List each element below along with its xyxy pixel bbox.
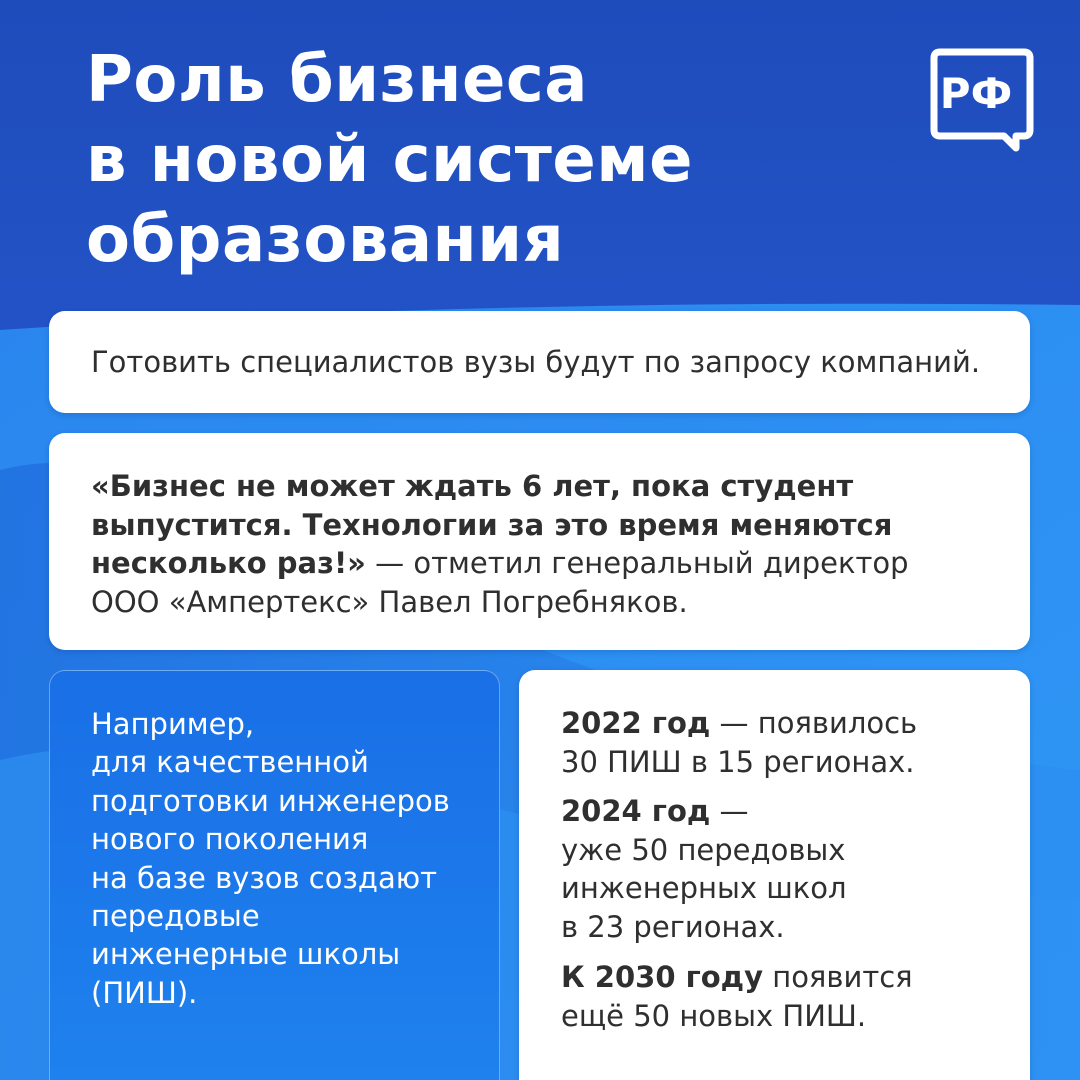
- example-line: нового поколения: [91, 822, 369, 857]
- quote-line-3: несколько раз!»: [91, 546, 366, 580]
- stat-2024-line-4: в 23 регионах.: [561, 909, 785, 944]
- stat-2024-label: 2024 год: [561, 794, 711, 828]
- example-line: инженерные школы: [91, 937, 401, 972]
- example-line: на базе вузов создают: [91, 860, 438, 895]
- stat-2030-label: К 2030 году: [561, 960, 764, 994]
- title-line-1: Роль бизнеса: [86, 43, 588, 117]
- stat-2024-line-2: уже 50 передовых: [561, 832, 846, 867]
- example-line: для качественной: [91, 745, 369, 780]
- attribution-line-2: ООО «Ампертекс» Павел Погребняков.: [91, 584, 688, 619]
- stat-2022-line-2: 30 ПИШ в 15 регионах.: [561, 744, 915, 779]
- quote-line-2: выпустится. Технологии за это время меняются: [91, 507, 893, 542]
- intro-text: Готовить специалистов вузы будут по запросу компаний.: [91, 345, 981, 379]
- stats-card: [519, 670, 1030, 1080]
- quote-text: [91, 467, 991, 621]
- stat-2030: [561, 958, 1001, 1035]
- example-line: (ПИШ).: [91, 975, 198, 1010]
- stat-2030-text: появится: [763, 960, 913, 994]
- stat-2022: [561, 704, 1001, 781]
- stat-2024-text: —: [710, 794, 749, 828]
- intro-card: [49, 311, 1030, 413]
- example-line: подготовки инженеров: [91, 783, 450, 818]
- title-line-3: образования: [86, 203, 565, 277]
- stat-2024: [561, 792, 1001, 946]
- attribution-line-1: — отметил генеральный директор: [365, 546, 909, 580]
- example-line: передовые: [91, 899, 260, 934]
- title-line-2: в новой системе: [86, 123, 693, 197]
- page-title: [86, 40, 846, 280]
- stat-2024-line-3: инженерных школ: [561, 871, 847, 905]
- example-text: [91, 705, 471, 1012]
- stat-2022-label: 2022 год: [561, 706, 711, 740]
- quote-line-1: «Бизнес не может ждать 6 лет, пока студент: [91, 469, 854, 503]
- stat-2022-text: — появилось: [710, 706, 918, 740]
- logo-text: РФ: [939, 69, 1013, 118]
- example-line: Например,: [91, 707, 255, 741]
- quote-card: [49, 433, 1030, 650]
- example-card: [49, 670, 500, 1080]
- stat-2030-line-2: ещё 50 новых ПИШ.: [561, 998, 867, 1033]
